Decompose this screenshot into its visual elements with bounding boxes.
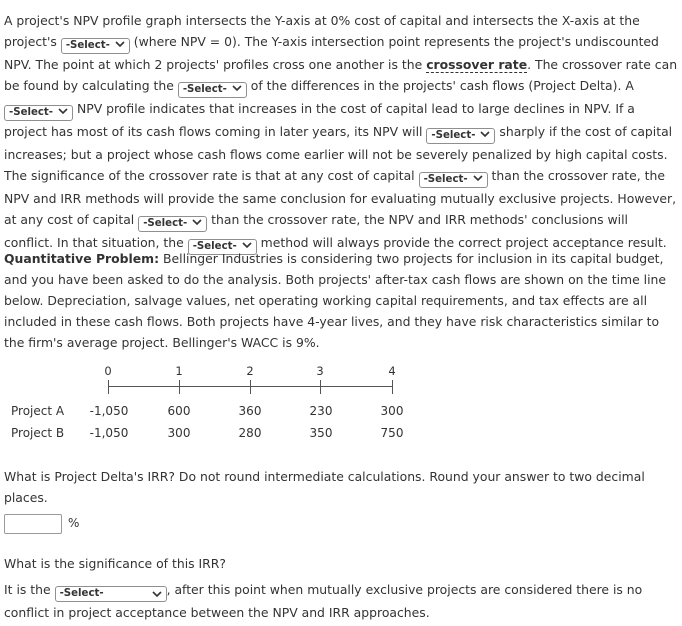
- intro-text-3: . The crossover rate can be found by calculating the: [4, 57, 678, 94]
- select-calculation[interactable]: -Select-: [178, 82, 247, 98]
- timeline-tick: [250, 380, 251, 394]
- final-prefix: It is the: [4, 582, 51, 597]
- select-npv-change[interactable]: -Select-: [426, 128, 495, 144]
- intro-text-5: NPV profile indicates that increases in the cost of capital lead to large declines in NPV. If a project has most of its cash flows coming in later years, its NPV will: [4, 101, 635, 140]
- chevron-down-icon: [114, 39, 126, 49]
- chevron-down-icon: [472, 173, 484, 183]
- project-a-flow: 360: [238, 404, 262, 418]
- period-label: 2: [246, 364, 254, 378]
- select-irr-significance[interactable]: -Select-: [55, 586, 167, 602]
- intro-text-9: method will always provide the correct project acceptance result.: [260, 235, 667, 251]
- select-profile-type[interactable]: -Select-: [4, 105, 73, 121]
- select-x-axis-point[interactable]: -Select-: [61, 38, 130, 54]
- intro-paragraph: [4, 10, 678, 255]
- select-cost-comparison-same[interactable]: -Select-: [419, 172, 488, 188]
- timeline-tick: [108, 380, 109, 394]
- project-a-flow: 230: [309, 404, 333, 418]
- question-irr: What is Project Delta's IRR? Do not round intermediate calculations. Round your answer to two decimal places.: [4, 469, 645, 505]
- project-b-flow: 750: [380, 426, 404, 440]
- timeline-tick: [179, 380, 180, 394]
- irr-answer-input[interactable]: [4, 514, 62, 534]
- intro-text-1: A project's NPV profile graph intersects the Y-axis at 0% cost of capital and intersects the X-axis at the project's: [4, 13, 640, 50]
- intro-text-8: than the crossover rate, the NPV and IRR methods' conclusions will conflict. In that situation, the: [4, 212, 628, 251]
- intro-text-6: sharply if the cost of capital increases; but a project whose cash flows come earlier will not be severely penalized by high capital costs. The significance of the crossover rate is that at any cost of capital: [4, 124, 673, 184]
- chevron-down-icon: [57, 106, 69, 116]
- project-b-flow: 300: [167, 426, 191, 440]
- chevron-down-icon: [191, 217, 203, 227]
- project-a-flow: 600: [167, 404, 191, 418]
- project-b-flow: 280: [238, 426, 262, 440]
- intro-text-7: than the crossover rate, the NPV and IRR methods will provide the same conclusion for evaluating mutually exclusive projects. However, at any cost of capital: [4, 168, 677, 228]
- period-label: 0: [104, 364, 112, 378]
- period-label: 4: [388, 364, 396, 378]
- period-label: 3: [316, 364, 324, 378]
- percent-unit: %: [68, 516, 80, 530]
- project-b-flow: 350: [309, 426, 333, 440]
- problem-label: Quantitative Problem:: [4, 251, 160, 266]
- timeline-tick: [320, 380, 321, 394]
- final-suffix: , after this point when mutually exclusive projects are considered there is no conflict in project acceptance between the NPV and IRR approaches.: [4, 582, 643, 620]
- project-a-flow: 300: [380, 404, 404, 418]
- period-label: 1: [175, 364, 183, 378]
- select-method[interactable]: -Select-: [188, 239, 257, 255]
- chevron-down-icon: [479, 129, 491, 139]
- chevron-down-icon: [151, 589, 163, 599]
- crossover-rate-term[interactable]: crossover rate: [426, 57, 528, 73]
- chevron-down-icon: [231, 83, 243, 93]
- select-cost-comparison-conflict[interactable]: -Select-: [138, 216, 207, 232]
- project-a-label: Project A: [11, 404, 65, 418]
- timeline-tick: [392, 380, 393, 394]
- project-b-label: Project B: [11, 426, 65, 440]
- project-a-flow: -1,050: [89, 404, 129, 418]
- cash-flow-timeline: [0, 360, 682, 450]
- problem-paragraph: [4, 248, 678, 353]
- intro-text-4: of the differences in the projects' cash flows (Project Delta). A: [250, 78, 634, 94]
- intro-text-2: (where NPV = 0). The Y-axis intersection point represents the project's undiscounted NPV. The point at which 2 projects' profiles cross one another is the: [4, 34, 659, 73]
- question-significance: What is the significance of this IRR?: [4, 556, 226, 571]
- problem-text: Bellinger Industries is considering two projects for inclusion in its capital budget, and you have been asked to do the analysis. Both projects' after-tax cash flows are shown on the time line below. Depreciation, salvage values, net operating working capital requirements, and tax effects are all included in these cash flows. Both projects have 4-year lives, and they have risk characteristics similar to the firm's average project. Bellinger's WACC is 9%.: [4, 251, 667, 351]
- final-paragraph: [4, 579, 678, 623]
- project-b-flow: -1,050: [89, 426, 129, 440]
